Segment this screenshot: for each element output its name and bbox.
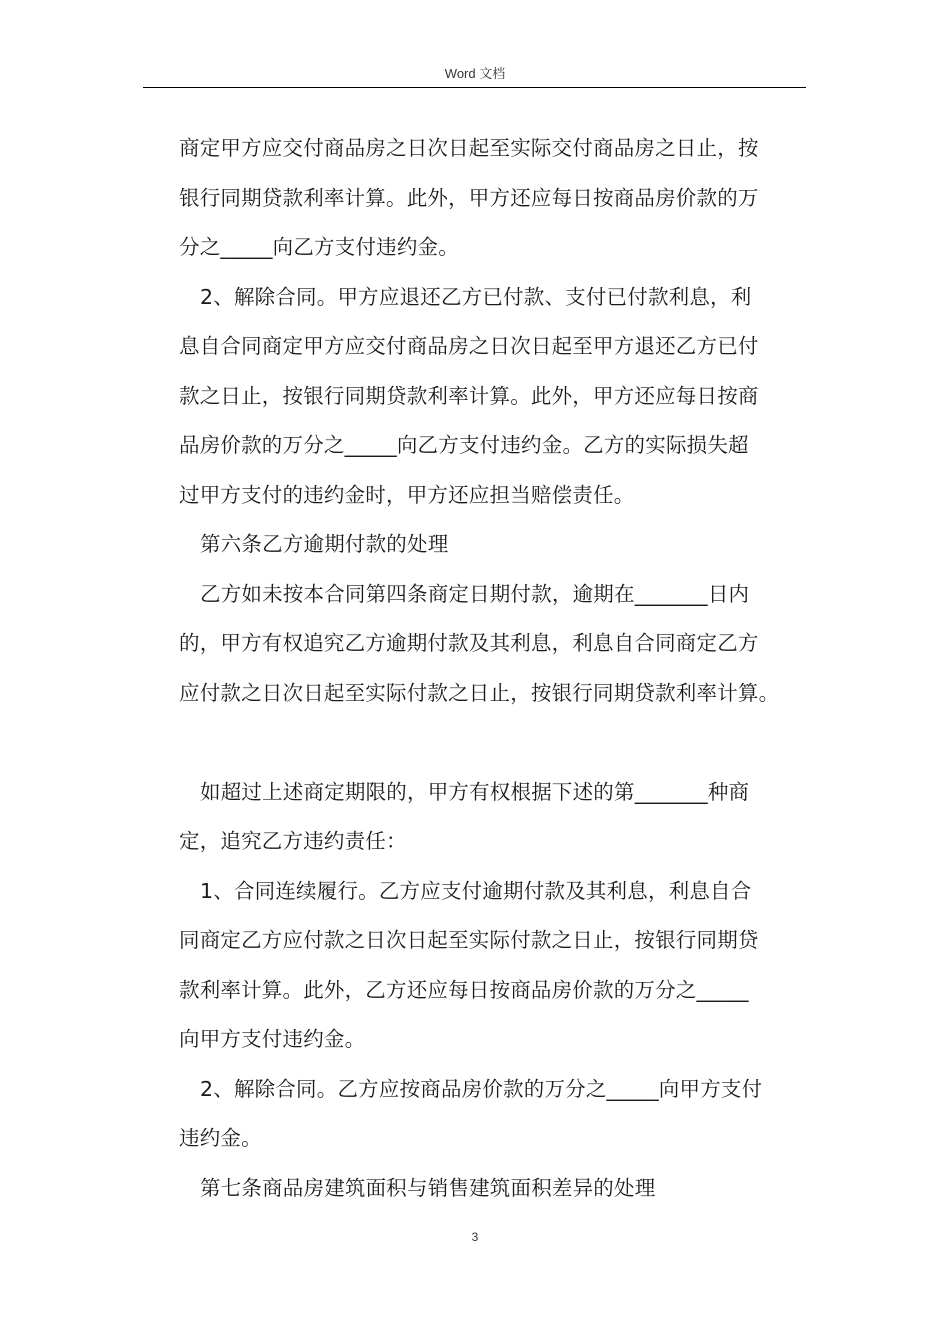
header-divider (143, 87, 806, 88)
text-line: 2、解除合同。甲方应退还乙方已付款、支付已付款利息，利 (200, 284, 752, 309)
text-line: 款之日止，按银行同期贷款利率计算。此外，甲方还应每日按商 (179, 383, 759, 408)
text-line: 应付款之日次日起至实际付款之日止，按银行同期贷款利率计算。 (179, 680, 780, 705)
text-line: 违约金。 (179, 1126, 262, 1150)
text-line: 同商定乙方应付款之日次日起至实际付款之日止，按银行同期贷 (179, 928, 759, 952)
paragraph-spacer (179, 718, 819, 768)
text-line: 2、解除合同。乙方应按商品房价款的万分之_____向甲方支付 (200, 1076, 763, 1101)
text-line: 的，甲方有权追究乙方逾期付款及其利息，利息自合同商定乙方 (179, 631, 759, 655)
page-header-title: Word 文档 (444, 66, 506, 81)
section-heading: 第六条乙方逾期付款的处理 (200, 532, 449, 556)
document-body (179, 124, 819, 1213)
text-line: 过甲方支付的违约金时，甲方还应担当赔偿责任。 (179, 482, 635, 507)
text-line: 息自合同商定甲方应交付商品房之日次日起至甲方退还乙方已付 (179, 334, 759, 358)
text-line: 乙方如未按本合同第四条商定日期付款，逾期在_______日内 (200, 581, 750, 606)
text-line: 商定甲方应交付商品房之日次日起至实际交付商品房之日止，按 (179, 136, 759, 160)
text-line: 分之_____向乙方支付违约金。 (179, 235, 459, 259)
text-line: 向甲方支付违约金。 (179, 1027, 366, 1051)
section-heading: 第七条商品房建筑面积与销售建筑面积差异的处理 (200, 1175, 656, 1200)
text-line: 定，追究乙方违约责任： (179, 829, 407, 853)
text-line: 银行同期贷款利率计算。此外，甲方还应每日按商品房价款的万 (179, 185, 759, 210)
text-line: 款利率计算。此外，乙方还应每日按商品房价款的万分之_____ (179, 977, 749, 1002)
text-line: 如超过上述商定期限的，甲方有权根据下述的第_______种商 (200, 779, 750, 804)
text-line: 1、合同连续履行。乙方应支付逾期付款及其利息，利息自合 (200, 878, 752, 903)
page-number: 3 (471, 1230, 479, 1244)
text-line: 品房价款的万分之_____向乙方支付违约金。乙方的实际损失超 (179, 433, 749, 457)
